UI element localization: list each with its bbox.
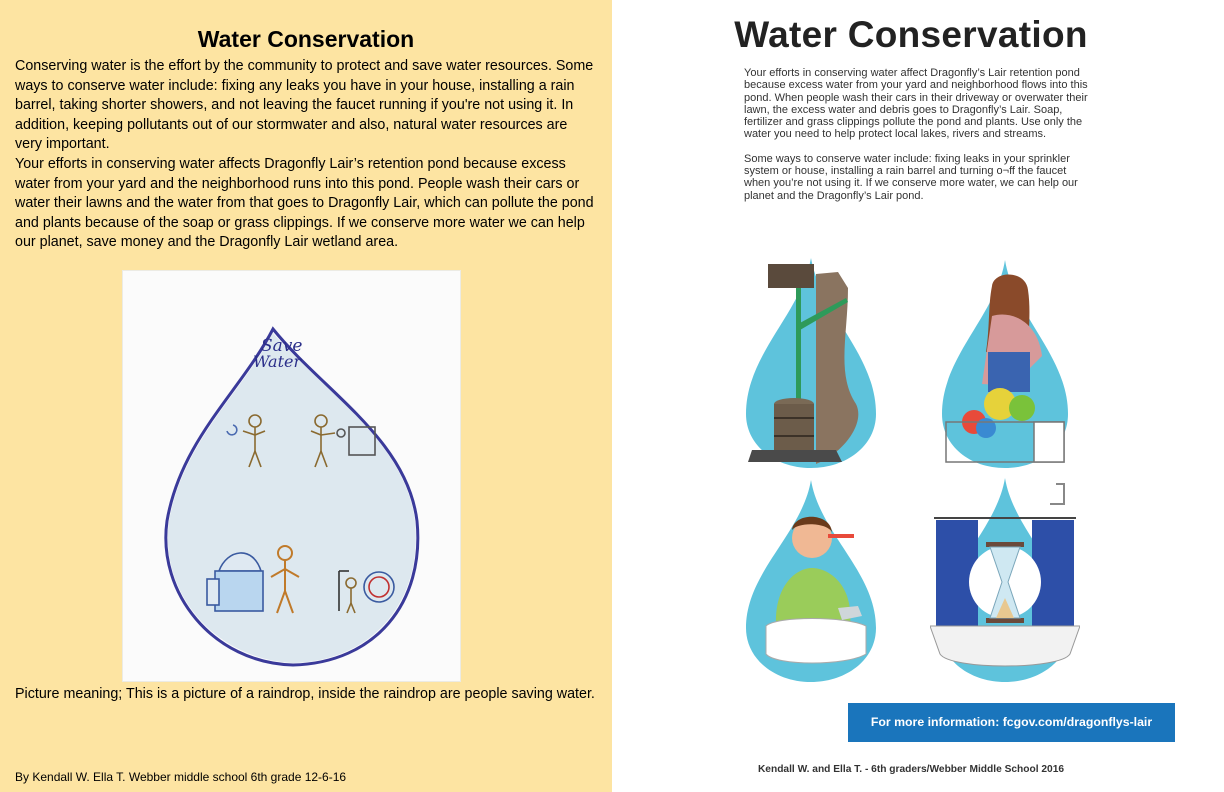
raindrop-drawing: [122, 270, 461, 682]
paragraph-2: Your efforts in conserving water affects Dragonfly Lair’s retention pond because excess water from your yard and the neighborhood runs into this pond. People wash their cars or water their lawns and the water from that goes to Dragonfly Lair, which can pollute the pond and plants because of the soap or grass clippings. If we conserve more water we can help our planet, save money and the Dragonfly Lair wetland area.: [15, 155, 594, 251]
flyer-page: [612, 0, 1224, 792]
more-info-link[interactable]: For more information: fcgov.com/dragonflys-lair: [848, 703, 1175, 742]
drawing-text-water: Water: [253, 352, 302, 371]
flyer-credit: Kendall W. and Ella T. - 6th graders/Webber Middle School 2016: [757, 764, 1065, 775]
drawing-text-save: Save: [261, 336, 303, 356]
page-title: Water Conservation: [197, 26, 415, 52]
picture-caption: Picture meaning; This is a picture of a raindrop, inside the raindrop are people saving water.: [15, 686, 595, 702]
shower-hourglass-illustration: [930, 474, 1080, 684]
body-text: [15, 57, 597, 253]
flyer-paragraph-1: Your efforts in conserving water affect Dragonfly’s Lair retention pond because excess water from your yard and neighborhood flows into this pond. When people wash their cars in their driveway or overwater their lawn, the excess water and debris goes to Dragonfly’s Lair. Soap, fertilizer and grass clippings pollute the pond and plants. Use only the water you need to help protect local lakes, rivers and streams.: [744, 67, 1088, 141]
raindrop-drawing-art: [123, 271, 460, 681]
flyer-paragraph-2: Some ways to conserve water include: fixing leaks in your sprinkler system or house, installing a rain barrel and turning o¬ff the faucet when you’re not using it. If we conserve more water, we can help our planet and the Dragonfly’s Lair pond.: [744, 152, 1078, 202]
brushing-teeth-illustration: [746, 476, 876, 684]
byline: By Kendall W. Ella T. Webber middle school 6th grade 12-6-16: [15, 770, 347, 784]
paragraph-1: Conserving water is the effort by the community to protect and save water resources. Some ways to conserve water include: fixing any leaks you have in your house, installing a rain barrel, taking shorter showers, and not leaving the faucet running if you're not using it. In addition, keeping pollutants out of our stormwater and also, natural water resources are very important.: [15, 58, 594, 153]
rain-barrel-illustration: [746, 254, 876, 470]
dishwasher-illustration: [942, 256, 1068, 470]
flyer-title: Water Conservation: [734, 14, 1088, 55]
flyer-body: [744, 67, 1089, 214]
